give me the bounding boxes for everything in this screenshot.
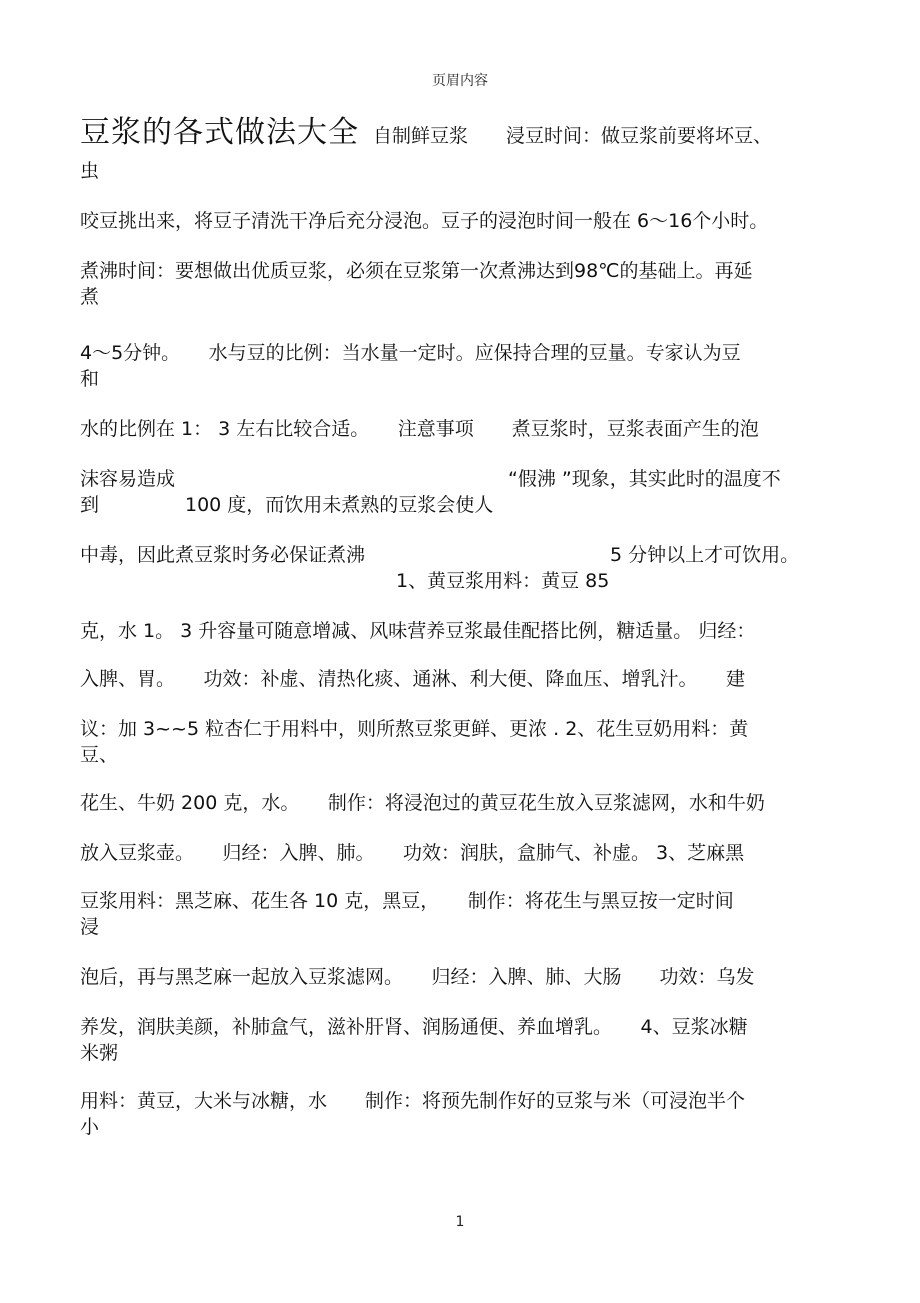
body-line: 入脾、胃。 功效：补虚、清热化痰、通淋、利大便、降血压、增乳汁。 建	[80, 668, 746, 690]
body-line: 虫	[80, 160, 100, 182]
body-line: 议：加 3~~5 粒杏仁于用料中，则所熬豆浆更鲜、更浓 . 2、花生豆奶用料：黄	[80, 718, 749, 740]
body-line: 水的比例在 1： 3 左右比较合适。 注意事项 煮豆浆时，豆浆表面产生的泡	[80, 418, 759, 440]
body-line: 中毒，因此煮豆浆时务必保证煮沸	[80, 544, 366, 566]
document-title: 豆浆的各式做法大全	[80, 115, 359, 150]
body-line: 煮	[80, 286, 100, 308]
body-line: 到	[80, 494, 100, 516]
body-line: 米粥	[80, 1042, 119, 1064]
body-line: 和	[80, 368, 100, 390]
body-line: 小	[80, 1116, 100, 1138]
page-number: 1	[455, 1214, 465, 1230]
body-line: 5 分钟以上才可饮用。	[610, 544, 800, 566]
body-line: 自制鲜豆浆 浸豆时间：做豆浆前要将坏豆、	[373, 125, 773, 147]
body-line: 1、黄豆浆用料：黄豆 85	[396, 570, 610, 592]
body-line: “假沸 ”现象，其实此时的温度不	[508, 468, 781, 490]
body-line: 豆浆用料：黑芝麻、花生各 10 克，黑豆， 制作：将花生与黑豆按一定时间	[80, 890, 734, 912]
body-line: 花生、牛奶 200 克，水。 制作：将浸泡过的黄豆花生放入豆浆滤网，水和牛奶	[80, 792, 765, 814]
body-line: 100 度，而饮用未煮熟的豆浆会使人	[185, 494, 494, 516]
title-line	[80, 115, 860, 150]
body-line: 泡后，再与黑芝麻一起放入豆浆滤网。 归经：入脾、肺、大肠 功效：乌发	[80, 966, 755, 988]
page-header: 页眉内容	[432, 73, 488, 89]
body-line: 用料：黄豆，大米与冰糖，水 制作：将预先制作好的豆浆与米（可浸泡半个	[80, 1090, 746, 1112]
body-line: 咬豆挑出来，将豆子清洗干净后充分浸泡。豆子的浸泡时间一般在 6～16个小时。	[80, 210, 769, 232]
body-line: 浸	[80, 916, 100, 938]
body-line: 放入豆浆壶。 归经：入脾、肺。 功效：润肤，盒肺气、补虚。 3、芝麻黑	[80, 842, 745, 864]
body-line: 4～5分钟。 水与豆的比例：当水量一定时。应保持合理的豆量。专家认为豆	[80, 342, 741, 364]
body-line: 沫容易造成	[80, 468, 176, 490]
body-line: 克，水 1。 3 升容量可随意增减、风味营养豆浆最佳配搭比例，糖适量。 归经：	[80, 620, 756, 642]
body-line: 养发，润肤美颜，补肺盒气，滋补肝肾、润肠通便、养血增乳。 4、豆浆冰糖	[80, 1016, 748, 1038]
body-line: 煮沸时间：要想做出优质豆浆，必须在豆浆第一次煮沸达到98℃的基础上。再延	[80, 260, 753, 282]
body-line: 豆、	[80, 744, 119, 766]
